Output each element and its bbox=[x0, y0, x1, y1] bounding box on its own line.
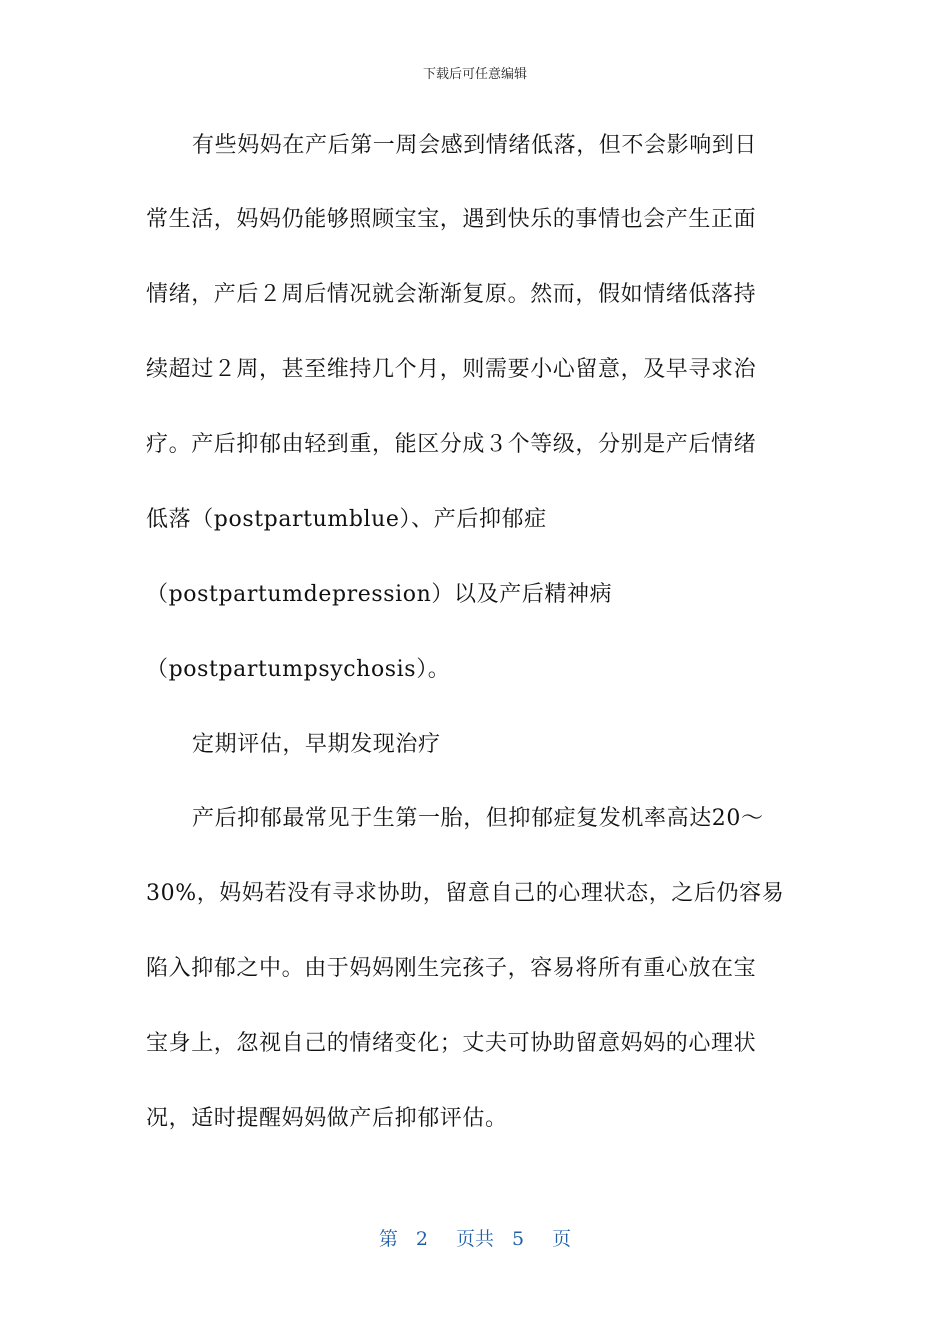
body-line: 情绪，产后２周后情况就会渐渐复原。然而，假如情绪低落持 bbox=[146, 282, 757, 307]
body-line: 常生活，妈妈仍能够照顾宝宝，遇到快乐的事情也会产生正面 bbox=[146, 207, 757, 232]
body-line: 低落（postpartumblue）、产后抑郁症 bbox=[146, 507, 547, 532]
body-line: 陷入抑郁之中。由于妈妈刚生完孩子，容易将所有重心放在宝 bbox=[146, 956, 757, 981]
body-line: 产后抑郁最常见于生第一胎，但抑郁症复发机率高达20～ bbox=[192, 806, 764, 831]
body-line: 疗。产后抑郁由轻到重，能区分成３个等级，分别是产后情绪 bbox=[146, 432, 757, 457]
footer-current-page: 2 bbox=[415, 1228, 428, 1250]
footer-prefix: 第 bbox=[378, 1228, 398, 1250]
section-heading: 定期评估，早期发现治疗 bbox=[192, 732, 441, 757]
footer-suffix: 页 bbox=[552, 1228, 572, 1250]
body-line: （postpartumpsychosis）。 bbox=[146, 657, 451, 682]
body-line: 有些妈妈在产后第一周会感到情绪低落，但不会影响到日 bbox=[192, 133, 758, 158]
body-line: （postpartumdepression）以及产后精神病 bbox=[146, 582, 613, 607]
footer-total-pages: 5 bbox=[512, 1228, 525, 1250]
page-footer bbox=[0, 1226, 950, 1252]
page-header: 下载后可任意编辑 bbox=[422, 67, 527, 82]
footer-middle: 页共 bbox=[455, 1228, 494, 1250]
body-line: 况，适时提醒妈妈做产后抑郁评估。 bbox=[146, 1106, 508, 1131]
body-line: 30%，妈妈若没有寻求协助，留意自己的心理状态，之后仍容易 bbox=[146, 881, 785, 906]
body-line: 宝身上，忽视自己的情绪变化；丈夫可协助留意妈妈的心理状 bbox=[146, 1031, 757, 1056]
body-line: 续超过２周，甚至维持几个月，则需要小心留意，及早寻求治 bbox=[146, 357, 757, 382]
